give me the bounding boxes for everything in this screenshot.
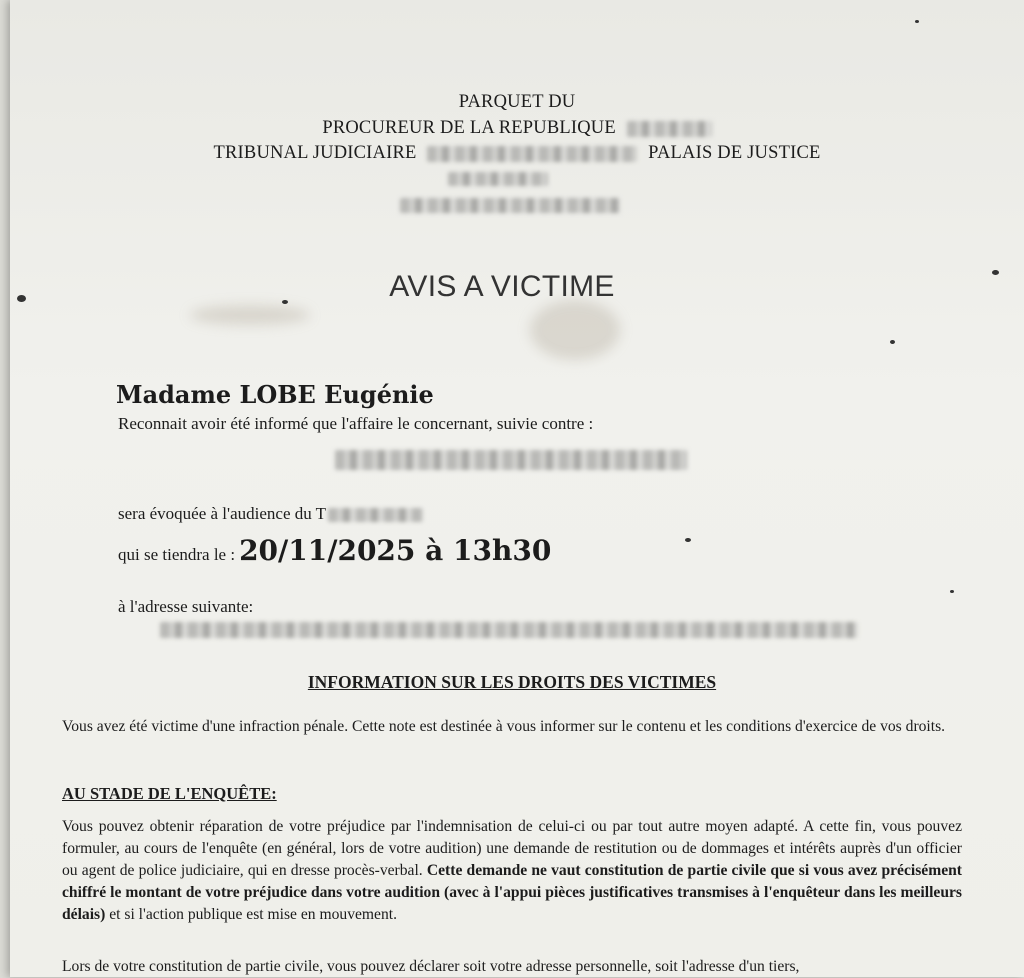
- header-line-3: [10, 143, 1024, 164]
- stage-p1-end: et si l'action publique est mise en mouvement.: [109, 906, 398, 923]
- stage-p1-normal: Vous pouvez obtenir réparation de votre préjudice par l'indemnisation de celui-ci ou par tout autre moyen adapté. A cette fin, vous pouvez formuler, au cours de l'enquête (en général, lors de votre audition) une demande de restitution ou de dommages et intérêts auprès d'un officier ou agent de police judiciaire, qui en dresse procès-verbal.: [62, 818, 962, 879]
- header-line-1: PARQUET DU: [458, 92, 576, 112]
- document-page: [10, 0, 1024, 977]
- hearing-date-line: [118, 534, 551, 567]
- redacted-defendant: [335, 450, 687, 470]
- header-line-2-text: PROCUREUR DE LA REPUBLIQUE: [322, 118, 616, 138]
- speck: [890, 340, 895, 344]
- redacted-block: [400, 198, 620, 213]
- stage-paragraph-1: [62, 816, 962, 926]
- redacted-block: [448, 172, 548, 186]
- redacted-block: [427, 146, 637, 162]
- address-label: à l'adresse suivante:: [118, 597, 254, 616]
- recipient-name: Madame LOBE Eugénie: [116, 380, 434, 409]
- speck: [915, 20, 919, 23]
- hearing-line: [118, 504, 423, 524]
- speck: [685, 538, 691, 542]
- stage-p1-bold: Cette demande ne vaut constitution de partie civile que si vous avez précisément chiffré le montant de votre préjudice dans votre audition (avec à l'appui pièces justificatives transmises à l'enquêteur dans les meilleurs délais): [62, 862, 962, 923]
- document-title: AVIS A VICTIME: [389, 270, 615, 303]
- stage-paragraph-2: Lors de votre constitution de partie civile, vous pouvez déclarer soit votre adresse personnelle, soit l'adresse d'un tiers,: [62, 958, 800, 975]
- stain: [190, 305, 310, 325]
- stage-heading: AU STADE DE L'ENQUÊTE:: [62, 784, 277, 803]
- header-line-3-prefix: TRIBUNAL JUDICIAIRE: [213, 143, 417, 163]
- hearing-date: 20/11/2025 à 13h30: [239, 534, 552, 567]
- redacted-address: [160, 622, 858, 638]
- header-line-3-suffix: PALAIS DE JUSTICE: [648, 143, 821, 163]
- rights-heading: INFORMATION SUR LES DROITS DES VICTIMES: [307, 672, 717, 692]
- recipient-line: Reconnait avoir été informé que l'affaire le concernant, suivie contre :: [118, 414, 594, 433]
- hearing-prefix: sera évoquée à l'audience du T: [118, 504, 327, 523]
- redacted-block: [328, 508, 423, 522]
- header-line-2: [10, 118, 1024, 139]
- rights-intro: Vous avez été victime d'une infraction pénale. Cette note est destinée à vous informer sur le contenu et les conditions d'exercice de vos droits.: [62, 718, 946, 735]
- hearing-date-prefix: qui se tiendra le :: [118, 545, 236, 564]
- redacted-block: [627, 121, 712, 137]
- stain: [530, 300, 620, 360]
- speck: [950, 590, 954, 593]
